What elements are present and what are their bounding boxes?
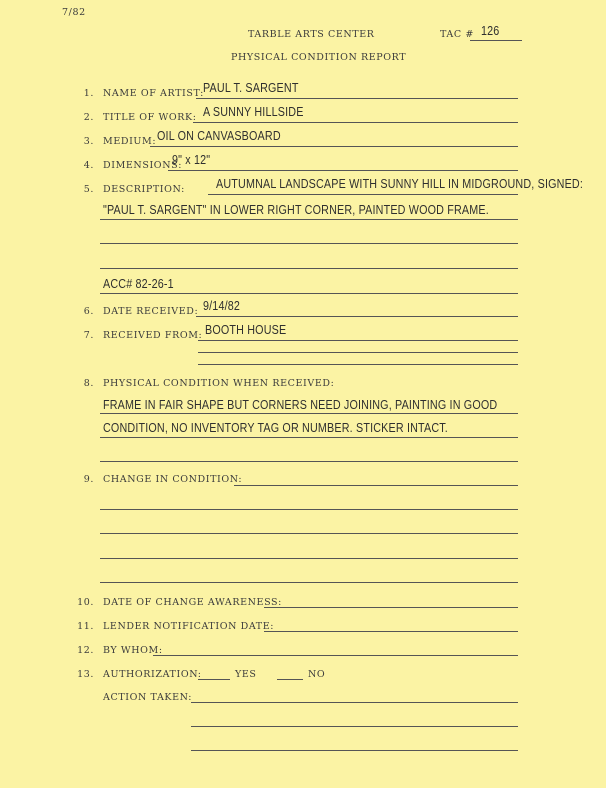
received-from-underline [198, 340, 518, 341]
dimensions-label: DIMENSIONS: [103, 160, 183, 171]
lender-notification-label: LENDER NOTIFICATION DATE: [103, 621, 275, 632]
institution-name: TARBLE ARTS CENTER [248, 29, 375, 40]
item-number: 8. [83, 378, 94, 389]
artist-underline [196, 98, 518, 99]
condition-underline [100, 413, 518, 414]
medium-label: MEDIUM: [103, 136, 157, 147]
accession-underline [100, 293, 518, 294]
action-taken-underline [191, 750, 518, 751]
dimensions-value: 9" x 12" [172, 153, 211, 167]
title-value: A SUNNY HILLSIDE [203, 105, 304, 119]
received-from-label: RECEIVED FROM: [103, 330, 203, 341]
no-option: NO [308, 669, 326, 680]
description-label: DESCRIPTION: [103, 184, 185, 195]
item-number: 6. [83, 306, 94, 317]
change-underline [100, 582, 518, 583]
accession-number: ACC# 82-26-1 [103, 277, 174, 291]
item-number: 1. [83, 88, 94, 99]
item-number: 7. [83, 330, 94, 341]
tac-underline [470, 40, 522, 41]
received-from-underline [198, 352, 518, 353]
description-underline [100, 268, 518, 269]
artist-value: PAUL T. SARGENT [203, 81, 299, 95]
date-received-value: 9/14/82 [203, 299, 241, 313]
medium-value: OIL ON CANVASBOARD [157, 129, 281, 143]
action-taken-underline [191, 726, 518, 727]
item-number: 5. [83, 184, 94, 195]
date-change-label: DATE OF CHANGE AWARENESS: [103, 597, 282, 608]
report-title: PHYSICAL CONDITION REPORT [231, 52, 407, 63]
change-underline [100, 558, 518, 559]
description-line-2: "PAUL T. SARGENT" IN LOWER RIGHT CORNER, PAINTED WOOD FRAME. [103, 203, 489, 217]
artist-label: NAME OF ARTIST: [103, 88, 204, 99]
condition-underline [100, 461, 518, 462]
action-taken-label: ACTION TAKEN: [103, 692, 193, 703]
form-date-code: 7/82 [62, 7, 86, 18]
date-received-label: DATE RECEIVED: [103, 306, 199, 317]
item-number: 13. [77, 669, 94, 680]
description-underline [100, 243, 518, 244]
date-change-underline [264, 607, 518, 608]
change-underline [100, 509, 518, 510]
title-underline [193, 122, 518, 123]
item-number: 11. [77, 621, 94, 632]
item-number: 4. [83, 160, 94, 171]
item-number: 9. [83, 474, 94, 485]
item-number: 12. [77, 645, 94, 656]
yes-blank [198, 679, 230, 680]
description-underline [100, 219, 518, 220]
yes-option: YES [235, 669, 257, 680]
tac-number: 126 [481, 24, 500, 38]
change-in-condition-label: CHANGE IN CONDITION: [103, 474, 243, 485]
description-underline [208, 194, 518, 195]
description-line-1: AUTUMNAL LANDSCAPE WITH SUNNY HILL IN MIDGROUND, SIGNED: [216, 177, 584, 191]
change-underline [234, 485, 518, 486]
condition-line-1: FRAME IN FAIR SHAPE BUT CORNERS NEED JOINING, PAINTING IN GOOD [103, 398, 498, 412]
tac-label: TAC # [440, 29, 474, 40]
change-underline [100, 533, 518, 534]
authorization-label: AUTHORIZATION: [103, 669, 202, 680]
dimensions-underline [168, 170, 518, 171]
received-from-underline [198, 364, 518, 365]
item-number: 10. [77, 597, 94, 608]
lender-notification-underline [264, 631, 518, 632]
date-received-underline [196, 316, 518, 317]
medium-underline [150, 146, 518, 147]
by-whom-label: BY WHOM: [103, 645, 163, 656]
item-number: 3. [83, 136, 94, 147]
by-whom-underline [153, 655, 518, 656]
action-taken-underline [191, 702, 518, 703]
received-from-value: BOOTH HOUSE [205, 323, 287, 337]
title-label: TITLE OF WORK: [103, 112, 197, 123]
no-blank [277, 679, 303, 680]
item-number: 2. [83, 112, 94, 123]
condition-line-2: CONDITION, NO INVENTORY TAG OR NUMBER. STICKER INTACT. [103, 421, 448, 435]
condition-received-label: PHYSICAL CONDITION WHEN RECEIVED: [103, 378, 335, 389]
condition-underline [100, 437, 518, 438]
